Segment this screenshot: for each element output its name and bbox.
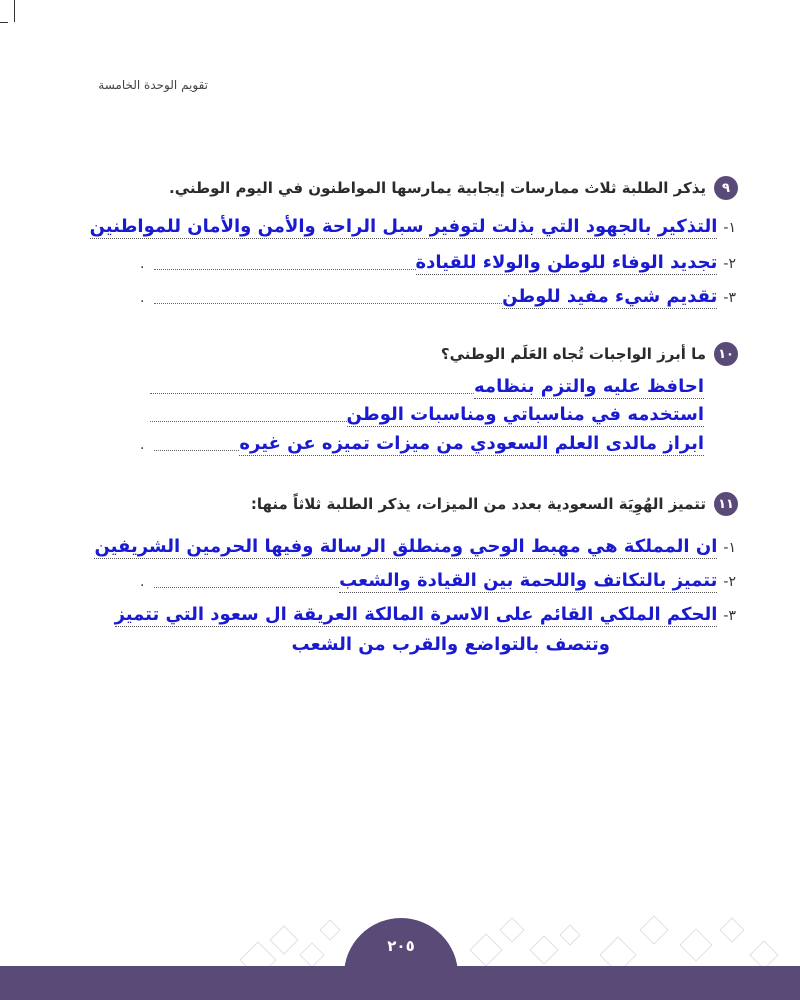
question-number-badge: ٩ xyxy=(714,176,738,200)
question-10 xyxy=(441,342,738,366)
page-header-title: تقويم الوحدة الخامسة xyxy=(98,78,208,92)
answer-line-continuation xyxy=(292,634,610,656)
question-number-badge: ١١ xyxy=(714,492,738,516)
answer-line xyxy=(140,570,736,593)
dotted-line xyxy=(150,420,347,422)
dotted-line xyxy=(154,586,339,588)
answer-text: تجديد الوفاء للوطن والولاء للقيادة xyxy=(415,252,718,273)
answer-number: ٣- xyxy=(723,290,736,306)
answer-number: ٣- xyxy=(723,608,736,624)
question-number-badge: ١٠ xyxy=(714,342,738,366)
answer-line xyxy=(140,252,736,275)
answer-line xyxy=(140,433,704,456)
answer-number: ١- xyxy=(723,540,736,556)
line-end-dot: . xyxy=(140,256,145,272)
answer-line xyxy=(114,604,736,627)
answer-line xyxy=(150,404,704,427)
answer-text: ابراز مالدى العلم السعودي من ميزات تميزه عن غيره xyxy=(239,433,704,454)
answer-text: تتميز بالتكاتف واللحمة بين القيادة والشعب xyxy=(339,570,718,591)
answer-number: ٢- xyxy=(723,256,736,272)
dotted-line xyxy=(150,392,474,394)
dotted-line xyxy=(154,302,502,304)
question-text: تتميز الهُوِيَة السعودية بعدد من الميزات، يذكر الطلبة ثلاثاً منها: xyxy=(250,495,706,513)
crop-mark xyxy=(14,0,15,22)
answer-text: التذكير بالجهود التي بذلت لتوفير سبل الراحة والأمن والأمان للمواطنين xyxy=(89,216,718,237)
answer-text: تقديم شيء مفيد للوطن xyxy=(502,286,718,307)
line-end-dot: . xyxy=(140,290,145,306)
answer-text: وتتصف بالتواضع والقرب من الشعب xyxy=(291,634,610,655)
question-text: يذكر الطلبة ثلاث ممارسات إيجابية يمارسها المواطنون في اليوم الوطني. xyxy=(169,179,706,197)
crop-mark xyxy=(0,22,8,23)
answer-line xyxy=(150,376,704,399)
answer-text: احافظ عليه والتزم بنظامه xyxy=(474,376,704,397)
answer-line xyxy=(89,216,736,239)
question-9 xyxy=(169,176,738,200)
dotted-line xyxy=(154,268,415,270)
answer-text: الحكم الملكي القائم على الاسرة المالكة العريقة ال سعود التي تتميز xyxy=(114,604,718,625)
line-end-dot: . xyxy=(140,437,145,453)
question-text: ما أبرز الواجبات تُجاه العَلَم الوطني؟ xyxy=(440,345,706,363)
answer-line xyxy=(94,536,736,559)
page-number: ٢٠٥ xyxy=(387,937,415,955)
answer-text: ان المملكة هي مهبط الوحي ومنطلق الرسالة وفيها الحرمين الشريفين xyxy=(94,536,718,557)
dotted-line xyxy=(154,449,239,451)
answer-number: ١- xyxy=(723,220,736,236)
question-11 xyxy=(251,492,738,516)
answer-number: ٢- xyxy=(723,574,736,590)
answer-line xyxy=(140,286,736,309)
answer-text: استخدمه في مناسباتي ومناسبات الوطن xyxy=(346,404,704,425)
line-end-dot: . xyxy=(140,574,145,590)
